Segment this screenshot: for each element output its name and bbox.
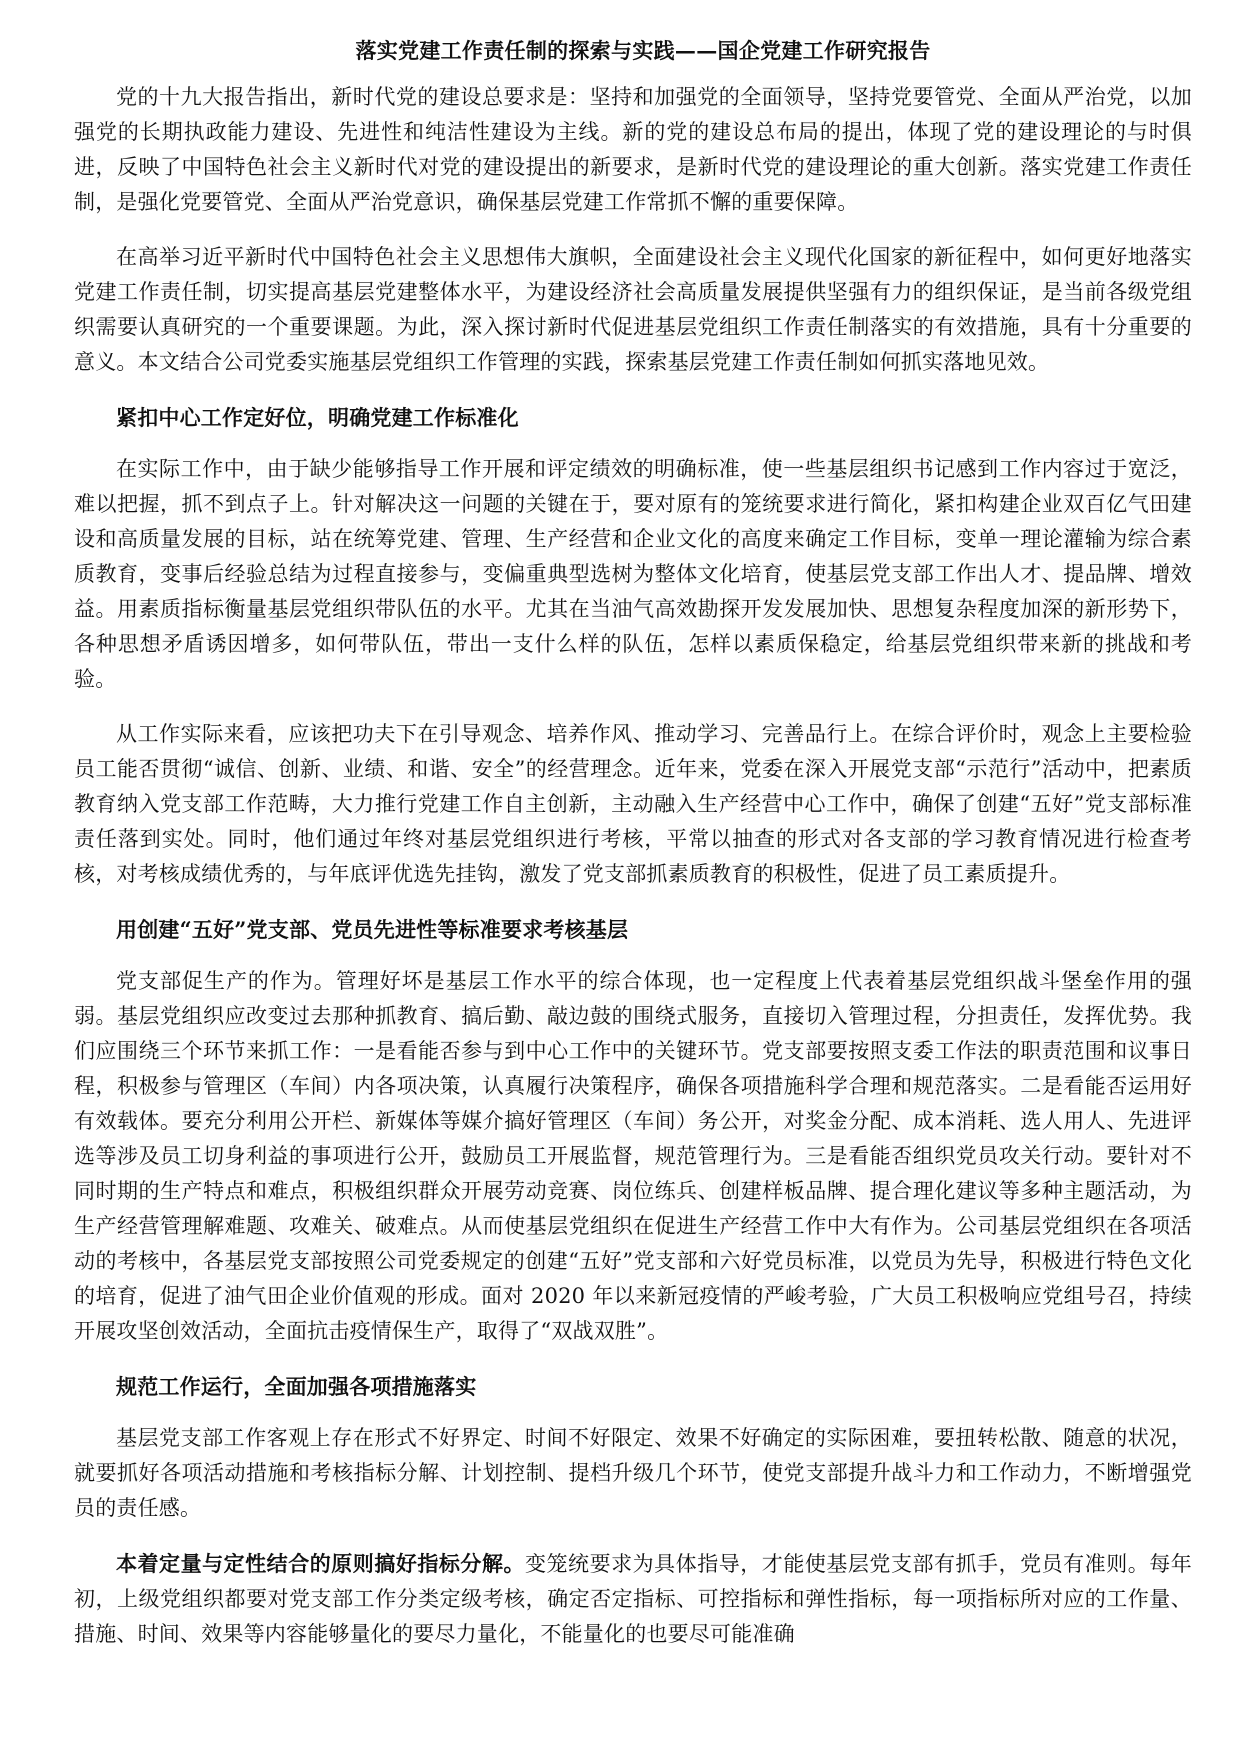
paragraph-body-text: 变笼统要求为具体指导，才能使基层党支部有抓手，党员有准则。每年初，上级党组织都要对党支部工作分类定级考核，确定否定指标、可控指标和弹性指标，每一项指标所对应的工作量、措施、时间、效果等内容能够量化的要尽力量化，不能量化的也要尽可能准确	[74, 1552, 1192, 1646]
section-heading-3: 规范工作运行，全面加强各项措施落实	[116, 1374, 477, 1399]
paragraph-lead-phrase: 本着定量与定性结合的原则搞好指标分解。	[116, 1551, 525, 1576]
paragraph-section-1-a: 在实际工作中，由于缺少能够指导工作开展和评定绩效的明确标准，使一些基层组织书记感到工作内容过于宽泛，难以把握，抓不到点子上。针对解决这一问题的关键在于，要对原有的笼统要求进行简化，紧扣构建企业双百亿气田建设和高质量发展的目标，站在统筹党建、管理、生产经营和企业文化的高度来确定工作目标，变单一理论灌输为综合素质教育，变事后经验总结为过程直接参与，变偏重典型选树为整体文化培育，使基层党支部工作出人才、提品牌、增效益。用素质指标衡量基层党组织带队伍的水平。尤其在当油气高效勘探开发发展加快、思想复杂程度加深的新形势下，各种思想矛盾诱因增多，如何带队伍，带出一支什么样的队伍，怎样以素质保稳定，给基层党组织带来新的挑战和考验。	[74, 457, 1192, 691]
paragraph-section-2: 党支部促生产的作为。管理好坏是基层工作水平的综合体现，也一定程度上代表着基层党组织战斗堡垒作用的强弱。基层党组织应改变过去那种抓教育、搞后勤、敲边鼓的围绕式服务，直接切入管理过程，分担责任，发挥优势。我们应围绕三个环节来抓工作：一是看能否参与到中心工作中的关键环节。党支部要按照支委工作法的职责范围和议事日程，积极参与管理区（车间）内各项决策，认真履行决策程序，确保各项措施科学合理和规范落实。二是看能否运用好有效载体。要充分利用公开栏、新媒体等媒介搞好管理区（车间）务公开，对奖金分配、成本消耗、选人用人、先进评选等涉及员工切身利益的事项进行公开，鼓励员工开展监督，规范管理行为。三是看能否组织党员攻关行动。要针对不同时期的生产特点和难点，积极组织群众开展劳动竞赛、岗位练兵、创建样板品牌、提合理化建议等多种主题活动，为生产经营管理解难题、攻难关、破难点。从而使基层党组织在促进生产经营工作中大有作为。公司基层党组织在各项活动的考核中，各基层党支部按照公司党委规定的创建“五好”党支部和六好党员标准，以党员为先导，积极进行特色文化的培育，促进了油气田企业价值观的形成。面对 2020 年以来新冠疫情的严峻考验，广大员工积极响应党组号召，持续开展攻坚创效活动，全面抗击疫情保生产，取得了“双战双胜”。	[74, 969, 1192, 1343]
paragraph-section-1-b: 从工作实际来看，应该把功夫下在引导观念、培养作风、推动学习、完善品行上。在综合评价时，观念上主要检验员工能否贯彻“诚信、创新、业绩、和谐、安全”的经营理念。近年来，党委在深入开展党支部“示范行”活动中，把素质教育纳入党支部工作范畴，大力推行党建工作自主创新，主动融入生产经营中心工作中，确保了创建“五好”党支部标准责任落到实处。同时，他们通过年终对基层党组织进行考核，平常以抽查的形式对各支部的学习教育情况进行检查考核，对考核成绩优秀的，与年底评优选先挂钩，激发了党支部抓素质教育的积极性，促进了员工素质提升。	[74, 722, 1192, 886]
section-heading-1: 紧扣中心工作定好位，明确党建工作标准化	[116, 405, 519, 430]
paragraph-intro-2: 在高举习近平新时代中国特色社会主义思想伟大旗帜，全面建设社会主义现代化国家的新征程中，如何更好地落实党建工作责任制，切实提高基层党建整体水平，为建设经济社会高质量发展提供坚强有力的组织保证，是当前各级党组织需要认真研究的一个重要课题。为此，深入探讨新时代促进基层党组织工作责任制落实的有效措施，具有十分重要的意义。本文结合公司党委实施基层党组织工作管理的实践，探索基层党建工作责任制如何抓实落地见效。	[74, 245, 1192, 374]
paragraph-section-3-a: 基层党支部工作客观上存在形式不好界定、时间不好限定、效果不好确定的实际困难，要扭转松散、随意的状况，就要抓好各项活动措施和考核指标分解、计划控制、提档升级几个环节，使党支部提升战斗力和工作动力，不断增强党员的责任感。	[74, 1426, 1192, 1520]
paragraph-intro-1: 党的十九大报告指出，新时代党的建设总要求是：坚持和加强党的全面领导，坚持党要管党、全面从严治党，以加强党的长期执政能力建设、先进性和纯洁性建设为主线。新的党的建设总布局的提出，体现了党的建设理论的与时俱进，反映了中国特色社会主义新时代对党的建设提出的新要求，是新时代党的建设理论的重大创新。落实党建工作责任制，是强化党要管党、全面从严治党意识，确保基层党建工作常抓不懈的重要保障。	[74, 85, 1192, 214]
section-heading-2: 用创建“五好”党支部、党员先进性等标准要求考核基层	[116, 917, 629, 942]
paragraph-section-3-b	[74, 1546, 1192, 1652]
document-title: 落实党建工作责任制的探索与实践——国企党建工作研究报告	[355, 38, 931, 63]
